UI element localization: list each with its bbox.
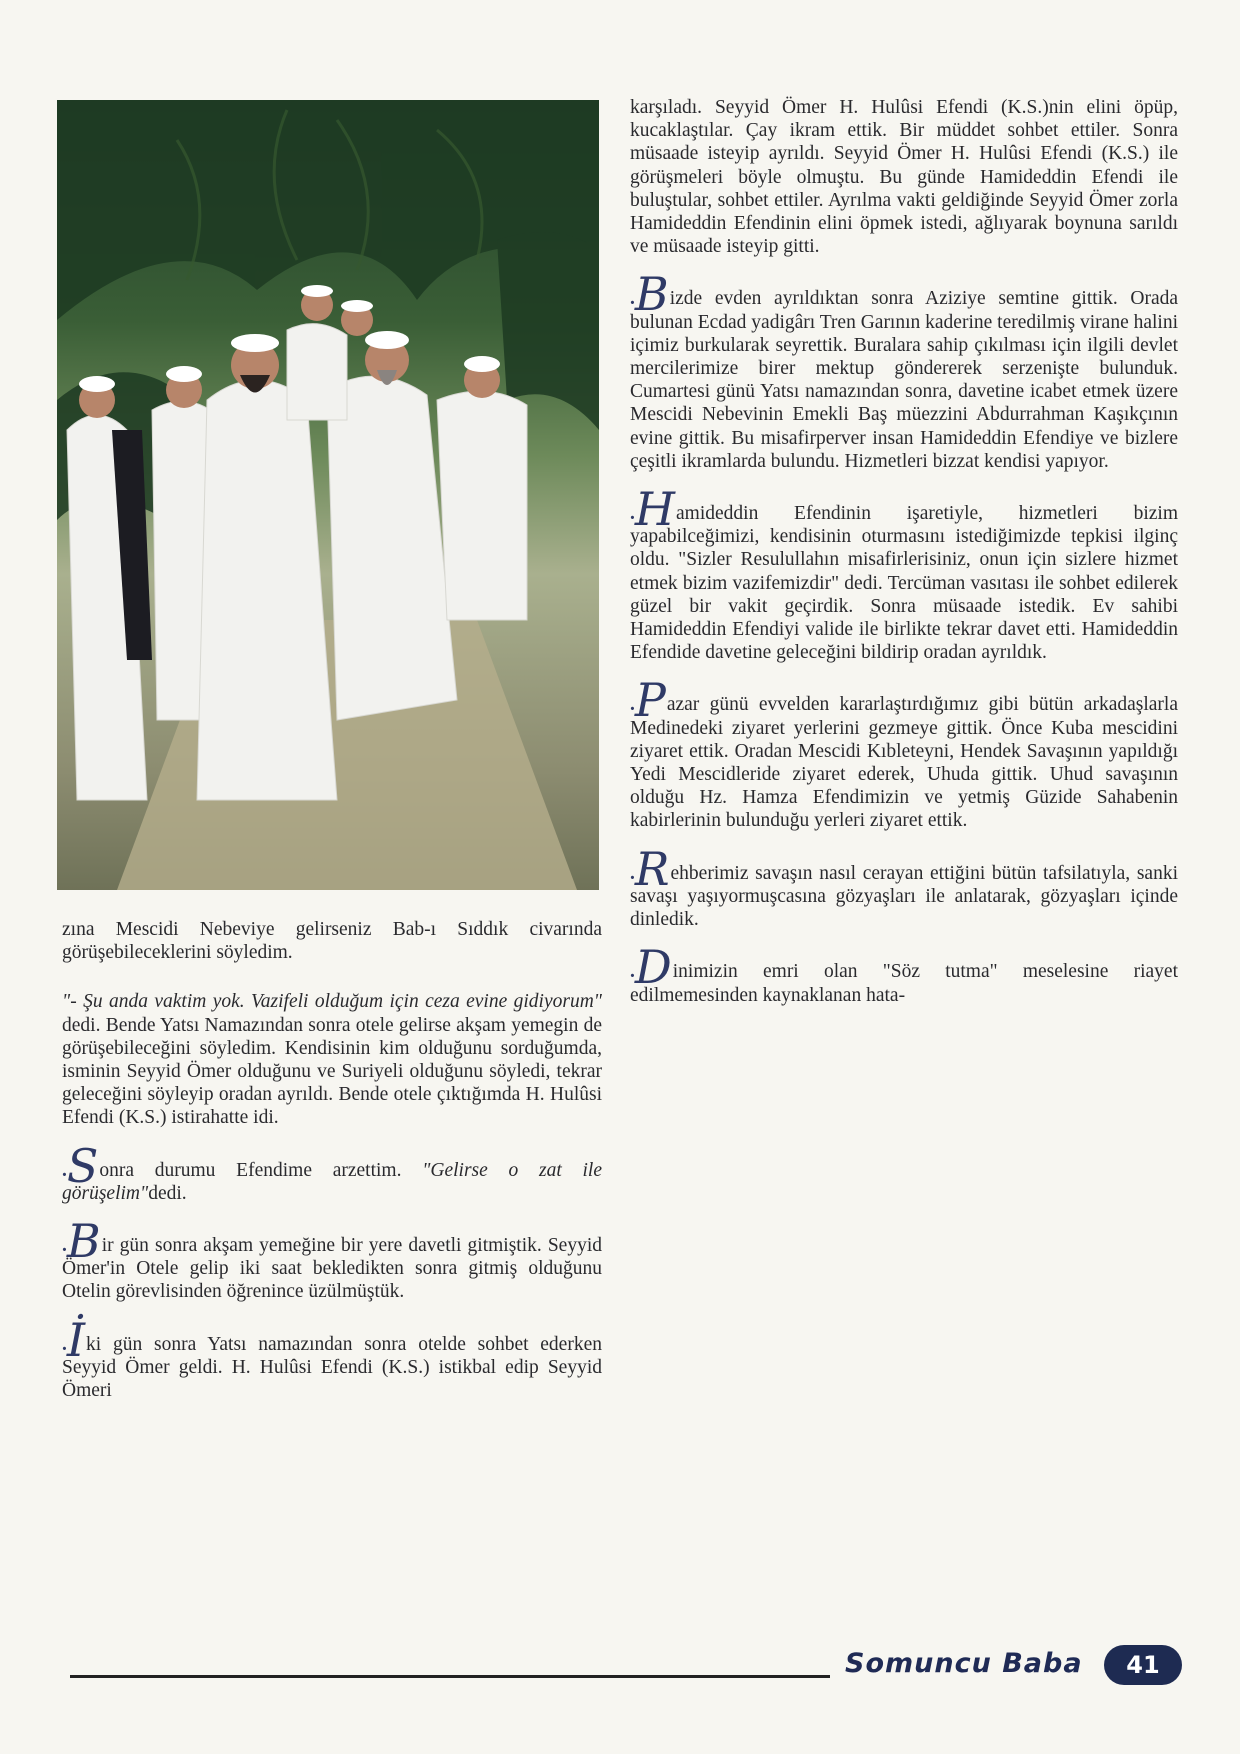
left-paragraph-3-text: onra durumu Efendime arzettim. (99, 1159, 423, 1181)
page-number: 41 (1104, 1645, 1182, 1685)
left-quote-1: "- Şu anda vaktim yok. Vazifeli olduğum için ceza evine gidiyorum" (62, 991, 602, 1013)
right-dropcap-4: P (634, 673, 666, 728)
right-paragraph-2-text: izde evden ayrıldıktan sonra Aziziye semtine gittik. Orada bulunan Ecdad yadigârı Tren Garının kaderine teredilmiş virane halini içimiz burkularak seyrettik. Buralara sahip çıkılması için ilgili devlet mercilerimize birer mektup göndererek serzenişte bulunduk. Cumartesi günü Yatsı namazından sonra, davetine icabet etmek üzere Mescidi Nebevinin Emekli Baş müezzini Abdurrahman Kaşıkçının evine gittik. Bu misafirperver insan Hamideddin Efendiye ve bizlere çeşitli ikramlarda bulundu. Hizmetleri bizzat kendisi yapıyor. (630, 288, 1179, 472)
right-dropcap-2: B (634, 267, 669, 322)
article-photo (57, 100, 599, 890)
left-paragraph-3: .Sonra durumu Efendime arzettim. "Gelirse o zat ile görüşelim"dedi. (62, 1138, 602, 1204)
right-paragraph-5-text: ehberimiz savaşın nasıl cerayan ettiğini bütün tafsilatıyla, sanki savaşı yaşıyormuşcasına gözyaşları ile anlatarak, gözyaşları içinde dinledik. (630, 862, 1178, 931)
footer-rule (70, 1675, 830, 1678)
right-paragraph-4: .Pazar günü evvelden kararlaştırdığımız gibi bütün arkadaşlarla Medinedeki ziyaret yerlerini gezmeye gittik. Önce Kuba mescidini ziyaret ettik. Oradan Mescidi Kıbleteyni, Hendek Savaşının yapıldığı Yedi Mescidleride ziyaret ederek, Uhuda gittik. Uhud savaşının olduğu Hz. Hamza Efendimizin ve yetmiş Güzide Sahabenin kabirlerinin bulunduğu yerleri ziyaret ettik. (630, 673, 1178, 832)
left-paragraph-3-end: dedi. (148, 1182, 187, 1204)
right-dropcap-3: H (634, 482, 675, 537)
left-dropcap-5: İ (66, 1312, 86, 1367)
left-paragraph-5: .İki gün sonra Yatsı namazından sonra otelde sohbet ederken Seyyid Ömer geldi. H. Hulûsi Efendi (K.S.) istikbal edip Seyyid Ömeri (62, 1312, 602, 1402)
left-paragraph-4: .Bir gün sonra akşam yemeğine bir yere davetli gitmiştik. Seyyid Ömer'in Otele gelip iki saat bekledikten sonra gitmiş olduğunu Otelin görevlisinden öğrenince üzülmüştük. (62, 1214, 602, 1303)
right-paragraph-5: .Rehberimiz savaşın nasıl cerayan ettiğini bütün tafsilatıyla, sanki savaşı yaşıyormuşcasına gözyaşları ile anlatarak, gözyaşları içinde dinledik. (630, 841, 1178, 931)
left-paragraph-2-text: dedi. Bende Yatsı Namazından sonra otele gelirse akşam yemegin de görüşebileceğini söyledim. Kendisinin kim olduğunu sorduğumda, isminin Seyyid Ömer olduğunu ve Suriyeli olduğunu söyledi, tekrar geleceğini söyleyip oradan ayrıldı. Bende otele çıktığımda H. Hulûsi Efendi (K.S.) istirahatte idi. (62, 1014, 602, 1129)
article-left-column (62, 918, 602, 1428)
right-paragraph-4-text: azar günü evvelden kararlaştırdığımız gibi bütün arkadaşlarla Medinedeki ziyaret yerlerini gezmeye gittik. Önce Kuba mescidini ziyaret ettik. Oradan Mescidi Kıbleteyni, Hendek Savaşının yapıldığı Yedi Mescidleride ziyaret ederek, Uhuda gittik. Uhud savaşının olduğu Hz. Hamza Efendimizin ve yetmiş Güzide Sahabenin kabirlerinin bulunduğu yerleri ziyaret ettik. (630, 694, 1178, 832)
right-paragraph-2: .Bizde evden ayrıldıktan sonra Aziziye semtine gittik. Orada bulunan Ecdad yadigârı Tren Garının kaderine teredilmiş virane halini içimiz burkularak seyrettik. Buralara sahip çıkılması için ilgili devlet mercilerimize birer mektup göndererek serzenişte bulunduk. Cumartesi günü Yatsı namazından sonra, davetine icabet etmek üzere Mescidi Nebevinin Emekli Baş müezzini Abdurrahman Kaşıkçının evine gittik. Bu misafirperver insan Hamideddin Efendiye ve bizlere çeşitli ikramlarda bulundu. Hizmetleri bizzat kendisi yapıyor. (630, 267, 1179, 472)
left-paragraph-2 (62, 990, 602, 1129)
left-quote-2: "Gelirse o zat ile görüşelim" (62, 1159, 602, 1204)
right-paragraph-3: .Hamideddin Efendinin işaretiyle, hizmetleri bizim yapabilceğimizi, kendisinin oturmasını istediğimizde tepkisi ilginç oldu. "Sizler Resulullahın misafirlerisiniz, onun için sizlere hizmet etmek bizim vazifemizdir" dedi. Tercüman vasıtası ile sohbet edilerek güzel bir vakit geçirdik. Sonra müsaade istedik. Ev sahibi Hamideddin Efendiyi valide ile birlikte tekrar davet etti. Hamideddin Efendide davetine geleceğini bildirip oradan ayrıldık. (630, 482, 1178, 664)
left-dropcap-3: S (66, 1138, 99, 1193)
right-paragraph-1: karşıladı. Seyyid Ömer H. Hulûsi Efendi (K.S.)nin elini öpüp, kucaklaştılar. Çay ikram ettik. Bir müddet sohbet ettiler. Sonra müsaade isteyip ayrıldı. Seyyid Ömer H. Hulûsi Efendi (K.S.) ile görüşmeleri böyle olmuştu. Bu günde Hamideddin Efendi ile buluştular, sohbet ettiler. Ayrılma vakti geldiğinde Seyyid Ömer zorla Hamideddin Efendinin elini öpmek istedi, ağlıyarak boynuna sarıldı ve müsaade isteyip gitti. (630, 97, 1178, 258)
right-paragraph-3-text: amideddin Efendinin işaretiyle, hizmetleri bizim yapabilceğimizi, kendisinin oturmasını istediğimizde tepkisi ilginç oldu. "Sizler Resulullahın misafirlerisiniz, onun için sizlere hizmet etmek bizim vazifemizdir" dedi. Tercüman vasıtası ile sohbet edilerek güzel bir vakit geçirdik. Sonra müsaade istedik. Ev sahibi Hamideddin Efendiyi valide ile birlikte tekrar davet etti. Hamideddin Efendide davetine geleceğini bildirip oradan ayrıldık. (630, 503, 1178, 664)
left-paragraph-4-text: ir gün sonra akşam yemeğine bir yere davetli gitmiştik. Seyyid Ömer'in Otele gelip iki saat bekledikten sonra gitmiş olduğunu Otelin görevlisinden öğrenince üzülmüştük. (62, 1235, 602, 1303)
right-paragraph-6-text: inimizin emri olan "Söz tutma" meselesine riayet edilmemesinden kaynaklanan hata- (630, 961, 1178, 1006)
left-paragraph-1: zına Mescidi Nebeviye gelirseniz Bab-ı Sıddık civarında görüşebileceklerini söyledim. (62, 919, 602, 964)
left-paragraph-5-text: ki gün sonra Yatsı namazından sonra otelde sohbet ederken Seyyid Ömer geldi. H. Hulûsi Efendi (K.S.) istikbal edip Seyyid Ömeri (62, 1333, 602, 1402)
right-dropcap-6: D (634, 940, 672, 995)
left-dropcap-4: B (66, 1214, 101, 1269)
article-right-column (630, 96, 1178, 1033)
right-paragraph-6: .Dinimizin emri olan "Söz tutma" meselesine riayet edilmemesinden kaynaklanan hata- (630, 940, 1178, 1006)
right-dropcap-5: R (634, 841, 670, 896)
footer-brand: Somuncu Baba (845, 1648, 1083, 1679)
